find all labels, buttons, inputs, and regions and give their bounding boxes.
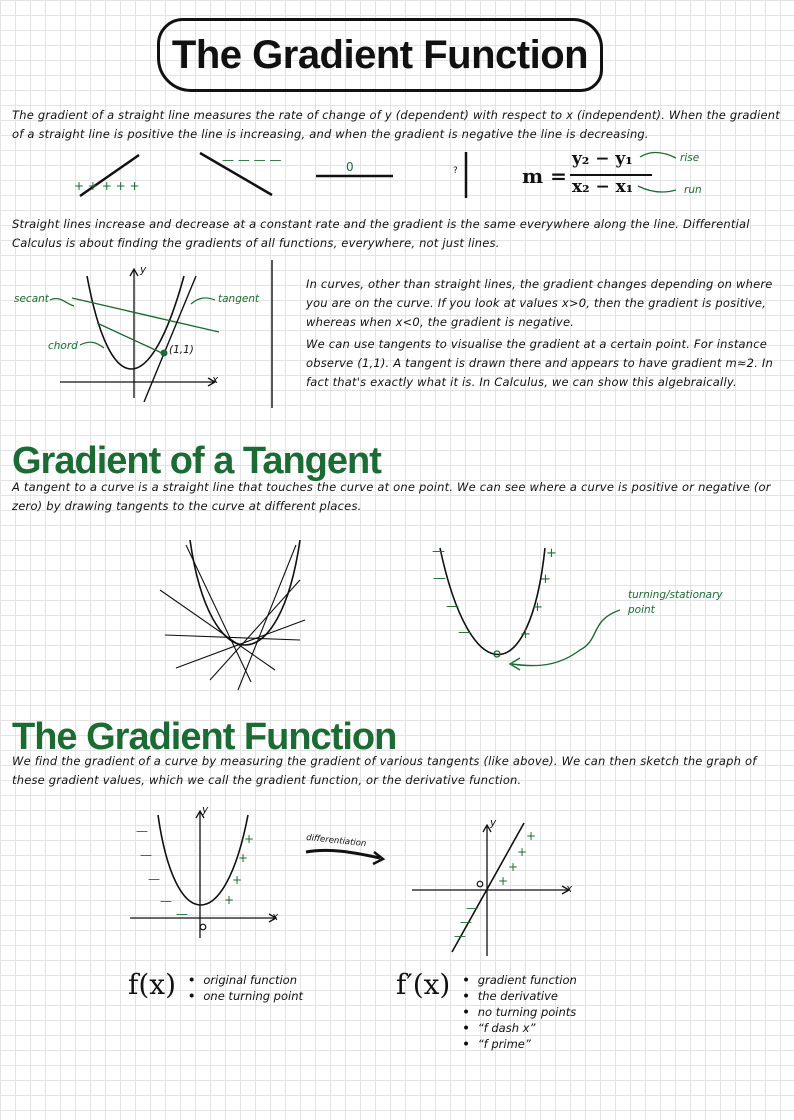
differentiation-arrow [306,850,380,858]
run-label: run [684,184,702,196]
rise-label: rise [680,152,700,164]
fp-sign-marks [454,829,536,943]
formula-m: m = [522,164,567,188]
differentiation-label: differentiation [305,832,367,850]
svg-text:+: + [546,546,557,561]
curves-paragraph-2: We can use tangents to visualise the gradient at a certain point. For instance observe (1,1). A tangent is drawn there and appears to have gradient m≈2. In fact that's exactly what it is. In Calculus, we can show this algebraically. [306,337,773,389]
svg-text:—: — [140,848,152,862]
svg-text:—: — [466,901,478,915]
svg-text:+: + [520,627,531,642]
svg-text:—: — [176,907,188,921]
intro-paragraph-2: Straight lines increase and decrease at a constant rate and the gradient is the same everywhere along the line. Differential Calculus is about finding the gradients of all functions, everywhere, not just lines. [12,217,750,250]
zero-gradient-label: 0 [346,160,354,174]
svg-text:—: — [432,544,445,559]
fp-bullet: • no turning points [462,1004,576,1020]
function-paragraph: We find the gradient of a curve by measuring the gradient of various tangents (like above). We can then sketch the graph of these gradient values, which we call the gradient function, or the derivative function. [12,754,757,787]
fp-name: f′(x) [396,968,451,1001]
fp-bullet: • gradient function [462,972,576,988]
svg-text:—: — [148,872,160,886]
fp-x-label: x [566,883,573,895]
fp-bullet: • the derivative [462,988,576,1004]
f-x-label: x [272,911,279,923]
tangent-heading: Gradient of a Tangent [12,440,381,482]
svg-text:+: + [517,845,528,859]
fp-bullets [462,972,576,1052]
chord-label: chord [48,340,78,352]
curves-paragraph-1: In curves, other than straight lines, the gradient changes depending on where you are on the curve. If you look at values x>0, then the gradient is positive, whereas when x<0, the gradient is negative. [306,277,773,329]
svg-text:+: + [540,572,551,587]
svg-text:—: — [454,929,466,943]
fp-zero-mark [477,881,483,887]
svg-text:+: + [532,600,543,615]
tangent-label: tangent [218,293,260,305]
function-heading: The Gradient Function [12,716,397,758]
svg-text:+: + [238,851,249,865]
svg-text:—: — [136,824,148,838]
fp-bullet: • “f prime” [462,1036,576,1052]
svg-text:+: + [224,893,235,907]
svg-text:—: — [433,571,446,586]
formula-denominator: x₂ − x₁ [572,177,634,197]
f-bullet: • one turning point [188,988,303,1004]
formula-numerator: y₂ − y₁ [572,149,633,169]
secant-label: secant [14,293,49,305]
fp-y-label: y [490,817,497,829]
f-zero-mark [200,924,206,930]
svg-text:—: — [160,894,172,908]
svg-text:+: + [508,860,519,874]
point-label: (1,1) [169,344,194,356]
f-sign-marks [136,824,254,921]
svg-text:+: + [232,873,243,887]
f-bullet: • original function [188,972,303,988]
f-parabola [158,815,248,905]
y-label: y [140,264,147,276]
f-name: f(x) [128,968,177,1001]
svg-text:+: + [526,829,537,843]
turning-label: turning/stationary point [628,589,723,616]
plus-marks: + + + + + [74,179,140,193]
page-title: The Gradient Function [171,32,589,77]
svg-text:—: — [446,599,459,614]
svg-text:—: — [460,915,472,929]
tangent-paragraph: A tangent to a curve is a straight line that touches the curve at one point. We can see where a curve is positive or negative (or zero) by drawing tangents to the curve at different places. [12,480,771,513]
svg-text:+: + [244,832,255,846]
f-bullets [188,972,303,1004]
minus-marks: — — — — [222,153,282,167]
fp-bullet: • “f dash x” [462,1020,576,1036]
f-legend [128,968,303,1004]
x-label: x [212,374,219,386]
undefined-gradient-label: ? [453,166,458,176]
intro-paragraph: The gradient of a straight line measures the rate of change of y (dependent) with respect to x (independent). When the gradient of a straight line is positive the line is increasing, and when the gradient is negative the line is decreasing. [12,108,780,141]
fp-legend [396,968,577,1052]
f-y-label: y [202,804,209,816]
svg-text:—: — [458,625,471,640]
svg-text:+: + [498,874,509,888]
